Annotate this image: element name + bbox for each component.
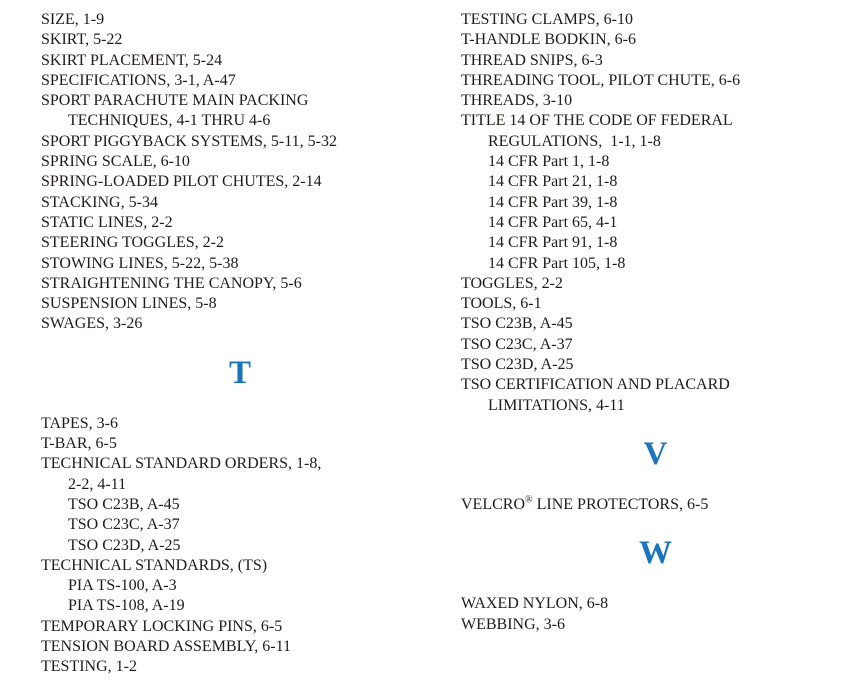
index-entry-line: TSO CERTIFICATION AND PLACARD bbox=[461, 376, 730, 394]
index-entry-line: VELCRO® LINE PROTECTORS, 6-5 bbox=[461, 494, 709, 513]
index-entry-line: 14 CFR Part 21, 1-8 bbox=[488, 173, 618, 191]
index-entry-line: WEBBING, 3-6 bbox=[461, 615, 565, 633]
index-entry-line: TAPES, 3-6 bbox=[41, 414, 118, 432]
section-letter-W: W bbox=[639, 535, 672, 572]
section-letter-V: V bbox=[643, 435, 668, 472]
index-entry-line: 14 CFR Part 105, 1-8 bbox=[488, 254, 626, 272]
index-entry-line: TSO C23C, A-37 bbox=[68, 516, 180, 534]
index-entry-line: TEMPORARY LOCKING PINS, 6-5 bbox=[41, 617, 283, 635]
index-entry-line: TITLE 14 OF THE CODE OF FEDERAL bbox=[461, 112, 733, 130]
index-entry-line: TSO C23B, A-45 bbox=[461, 315, 573, 333]
index-entry-line: T-BAR, 6-5 bbox=[41, 435, 117, 453]
index-entry-line: TECHNICAL STANDARD ORDERS, 1-8, bbox=[41, 455, 322, 473]
index-entry-line: PIA TS-108, A-19 bbox=[68, 597, 185, 615]
index-entry-line: TESTING CLAMPS, 6-10 bbox=[461, 11, 634, 28]
index-entry-line: 14 CFR Part 39, 1-8 bbox=[488, 193, 618, 211]
index-entry-line: TSO C23D, A-25 bbox=[68, 536, 181, 554]
index-entry-line: SPRING SCALE, 6-10 bbox=[41, 153, 190, 171]
index-entry-line: SIZE, 1-9 bbox=[41, 11, 105, 28]
index-entry-line: SPORT PIGGYBACK SYSTEMS, 5-11, 5-32 bbox=[41, 132, 337, 150]
index-entry-line: TECHNICAL STANDARDS, (TS) bbox=[41, 556, 268, 574]
index-entry-line: WAXED NYLON, 6-8 bbox=[461, 595, 609, 613]
index-entry-line: PIA TS-100, A-3 bbox=[68, 577, 177, 595]
index-entry-line: TSO C23D, A-25 bbox=[461, 356, 574, 374]
index-entry-line: STOWING LINES, 5-22, 5-38 bbox=[41, 254, 239, 272]
index-entry-line: TSO C23B, A-45 bbox=[68, 495, 180, 513]
index-column-left bbox=[41, 10, 439, 678]
index-entry-line: REGULATIONS, 1-1, 1-8 bbox=[488, 132, 661, 150]
index-entry-line: TENSION BOARD ASSEMBLY, 6-11 bbox=[41, 638, 291, 656]
index-entry-line: 14 CFR Part 65, 4-1 bbox=[488, 213, 618, 231]
index-entry-line: LIMITATIONS, 4-11 bbox=[488, 396, 625, 414]
index-entry-line: STACKING, 5-34 bbox=[41, 193, 158, 211]
index-entry-line: TESTING, 1-2 bbox=[41, 658, 137, 676]
index-entry-line: SPORT PARACHUTE MAIN PACKING bbox=[41, 92, 309, 110]
index-entry-line: 14 CFR Part 91, 1-8 bbox=[488, 234, 618, 252]
index-entry-line: 14 CFR Part 1, 1-8 bbox=[488, 153, 610, 171]
index-entry-line: THREADS, 3-10 bbox=[461, 92, 573, 110]
index-entry-line: SUSPENSION LINES, 5-8 bbox=[41, 295, 217, 313]
index-entry-line: SPECIFICATIONS, 3-1, A-47 bbox=[41, 71, 236, 89]
index-entry-line: 2-2, 4-11 bbox=[68, 475, 127, 493]
registered-trademark-icon: ® bbox=[525, 494, 533, 506]
index-column-right bbox=[461, 10, 850, 635]
index-entry-line: SKIRT, 5-22 bbox=[41, 31, 123, 49]
index-entry-line: TSO C23C, A-37 bbox=[461, 335, 573, 353]
index-entry-line: THREAD SNIPS, 6-3 bbox=[461, 51, 603, 69]
index-entry-line: TECHNIQUES, 4-1 THRU 4-6 bbox=[68, 112, 271, 130]
index-entry-line: STEERING TOGGLES, 2-2 bbox=[41, 234, 224, 252]
index-entry-line: THREADING TOOL, PILOT CHUTE, 6-6 bbox=[461, 71, 741, 89]
index-entry-line: TOGGLES, 2-2 bbox=[461, 274, 563, 292]
index-entry-line: STATIC LINES, 2-2 bbox=[41, 213, 173, 231]
index-entry-line: T-HANDLE BODKIN, 6-6 bbox=[461, 31, 636, 49]
index-entry-line: SPRING-LOADED PILOT CHUTES, 2-14 bbox=[41, 173, 322, 191]
section-letter-T: T bbox=[228, 354, 251, 391]
index-entry-line: STRAIGHTENING THE CANOPY, 5-6 bbox=[41, 274, 302, 292]
index-entry-line: TOOLS, 6-1 bbox=[461, 295, 542, 313]
index-entry-line: SWAGES, 3-26 bbox=[41, 315, 143, 333]
index-entry-line: SKIRT PLACEMENT, 5-24 bbox=[41, 51, 223, 69]
